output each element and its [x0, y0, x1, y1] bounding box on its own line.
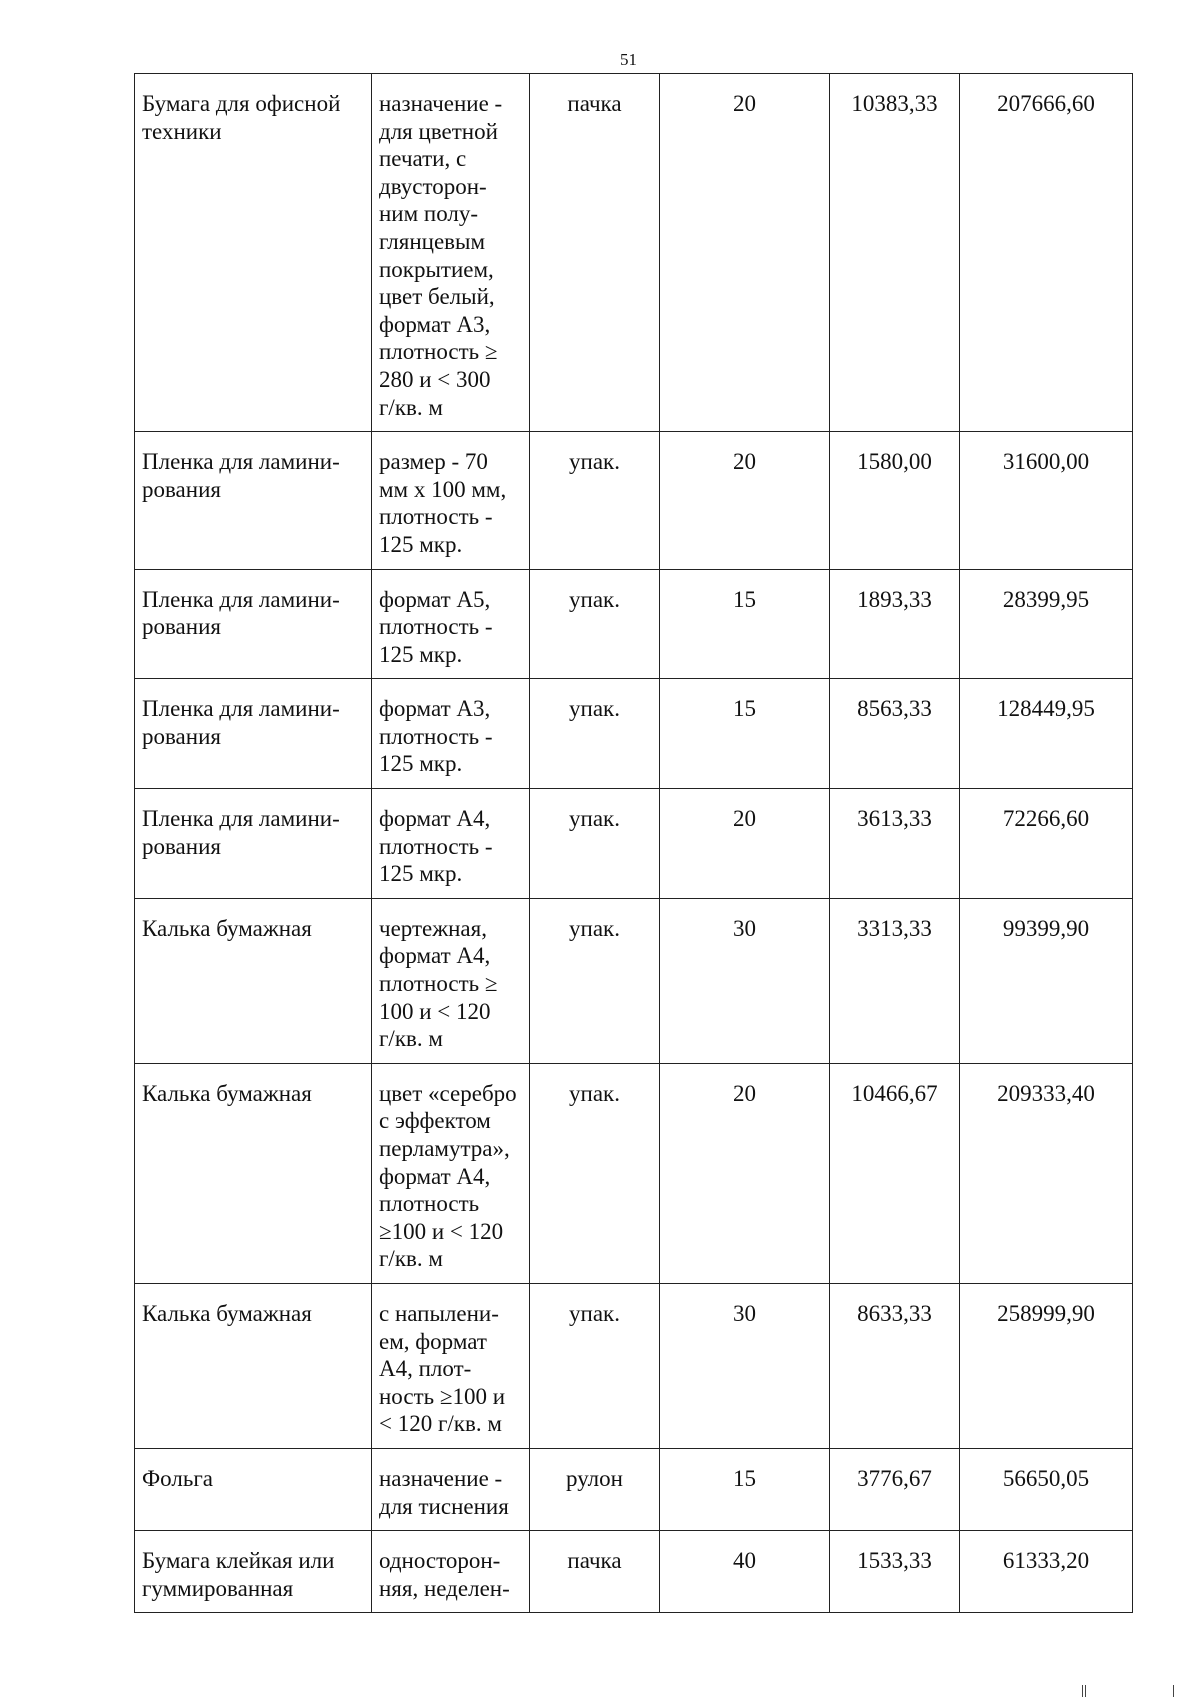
item-total-cell: 209333,40: [960, 1063, 1133, 1283]
item-total-cell: 28399,95: [960, 569, 1133, 679]
table-row: [135, 1283, 1133, 1448]
item-quantity-cell: 15: [660, 569, 830, 679]
item-total-cell: 207666,60: [960, 74, 1133, 432]
table-row: [135, 432, 1133, 569]
item-price-cell: 8563,33: [830, 679, 960, 789]
table-row: [135, 679, 1133, 789]
item-name-cell: Калька бумажная: [135, 1063, 372, 1283]
table-row: [135, 1531, 1133, 1613]
page-number: 51: [620, 50, 637, 69]
item-price-cell: 3776,67: [830, 1448, 960, 1530]
item-price-cell: 8633,33: [830, 1283, 960, 1448]
items-table: [134, 73, 1133, 1613]
item-total-cell: 56650,05: [960, 1448, 1133, 1530]
item-price-cell: 1893,33: [830, 569, 960, 679]
scan-mark: [1085, 1685, 1086, 1697]
scan-mark: [1082, 1685, 1083, 1697]
item-price-cell: 3613,33: [830, 789, 960, 899]
item-quantity-cell: 20: [660, 789, 830, 899]
item-name-cell: Пленка для ламини- рования: [135, 789, 372, 899]
item-unit-cell: упак.: [530, 1063, 660, 1283]
item-price-cell: 1580,00: [830, 432, 960, 569]
item-quantity-cell: 30: [660, 898, 830, 1063]
item-description-cell: цвет «серебро с эффектом перламутра», формат А4, плотность ≥100 и < 120 г/кв. м: [372, 1063, 530, 1283]
item-quantity-cell: 15: [660, 1448, 830, 1530]
item-quantity-cell: 30: [660, 1283, 830, 1448]
table-row: [135, 898, 1133, 1063]
item-unit-cell: пачка: [530, 1531, 660, 1613]
item-description-cell: чертежная, формат А4, плотность ≥ 100 и < 120 г/кв. м: [372, 898, 530, 1063]
item-price-cell: 10466,67: [830, 1063, 960, 1283]
item-name-cell: Бумага клейкая или гуммированная: [135, 1531, 372, 1613]
item-description-cell: назначение - для тиснения: [372, 1448, 530, 1530]
item-name-cell: Калька бумажная: [135, 1283, 372, 1448]
item-price-cell: 1533,33: [830, 1531, 960, 1613]
item-description-cell: формат А4, плотность - 125 мкр.: [372, 789, 530, 899]
item-total-cell: 61333,20: [960, 1531, 1133, 1613]
item-price-cell: 10383,33: [830, 74, 960, 432]
scan-mark: [1173, 1685, 1174, 1697]
item-quantity-cell: 15: [660, 679, 830, 789]
item-unit-cell: упак.: [530, 898, 660, 1063]
item-unit-cell: упак.: [530, 432, 660, 569]
item-name-cell: Калька бумажная: [135, 898, 372, 1063]
item-total-cell: 128449,95: [960, 679, 1133, 789]
item-unit-cell: упак.: [530, 789, 660, 899]
item-total-cell: 31600,00: [960, 432, 1133, 569]
item-description-cell: односторон- няя, неделен-: [372, 1531, 530, 1613]
item-unit-cell: упак.: [530, 679, 660, 789]
item-name-cell: Пленка для ламини- рования: [135, 569, 372, 679]
item-description-cell: размер - 70 мм х 100 мм, плотность - 125 мкр.: [372, 432, 530, 569]
item-price-cell: 3313,33: [830, 898, 960, 1063]
item-description-cell: назначение - для цветной печати, с двусторон- ним полу- глянцевым покрытием, цвет белый, формат А3, плотность ≥ 280 и < 300 г/кв. м: [372, 74, 530, 432]
item-quantity-cell: 20: [660, 74, 830, 432]
item-name-cell: Бумага для офисной техники: [135, 74, 372, 432]
table-row: [135, 1448, 1133, 1530]
item-quantity-cell: 20: [660, 1063, 830, 1283]
item-unit-cell: пачка: [530, 74, 660, 432]
item-description-cell: с напылени- ем, формат А4, плот- ность ≥100 и < 120 г/кв. м: [372, 1283, 530, 1448]
table-row: [135, 569, 1133, 679]
item-unit-cell: рулон: [530, 1448, 660, 1530]
item-quantity-cell: 40: [660, 1531, 830, 1613]
item-unit-cell: упак.: [530, 569, 660, 679]
item-name-cell: Пленка для ламини- рования: [135, 432, 372, 569]
item-description-cell: формат А5, плотность - 125 мкр.: [372, 569, 530, 679]
item-unit-cell: упак.: [530, 1283, 660, 1448]
table-row: [135, 1063, 1133, 1283]
table-row: [135, 789, 1133, 899]
item-total-cell: 99399,90: [960, 898, 1133, 1063]
item-total-cell: 258999,90: [960, 1283, 1133, 1448]
table-row: [135, 74, 1133, 432]
item-quantity-cell: 20: [660, 432, 830, 569]
item-description-cell: формат А3, плотность - 125 мкр.: [372, 679, 530, 789]
item-name-cell: Фольга: [135, 1448, 372, 1530]
item-total-cell: 72266,60: [960, 789, 1133, 899]
item-name-cell: Пленка для ламини- рования: [135, 679, 372, 789]
